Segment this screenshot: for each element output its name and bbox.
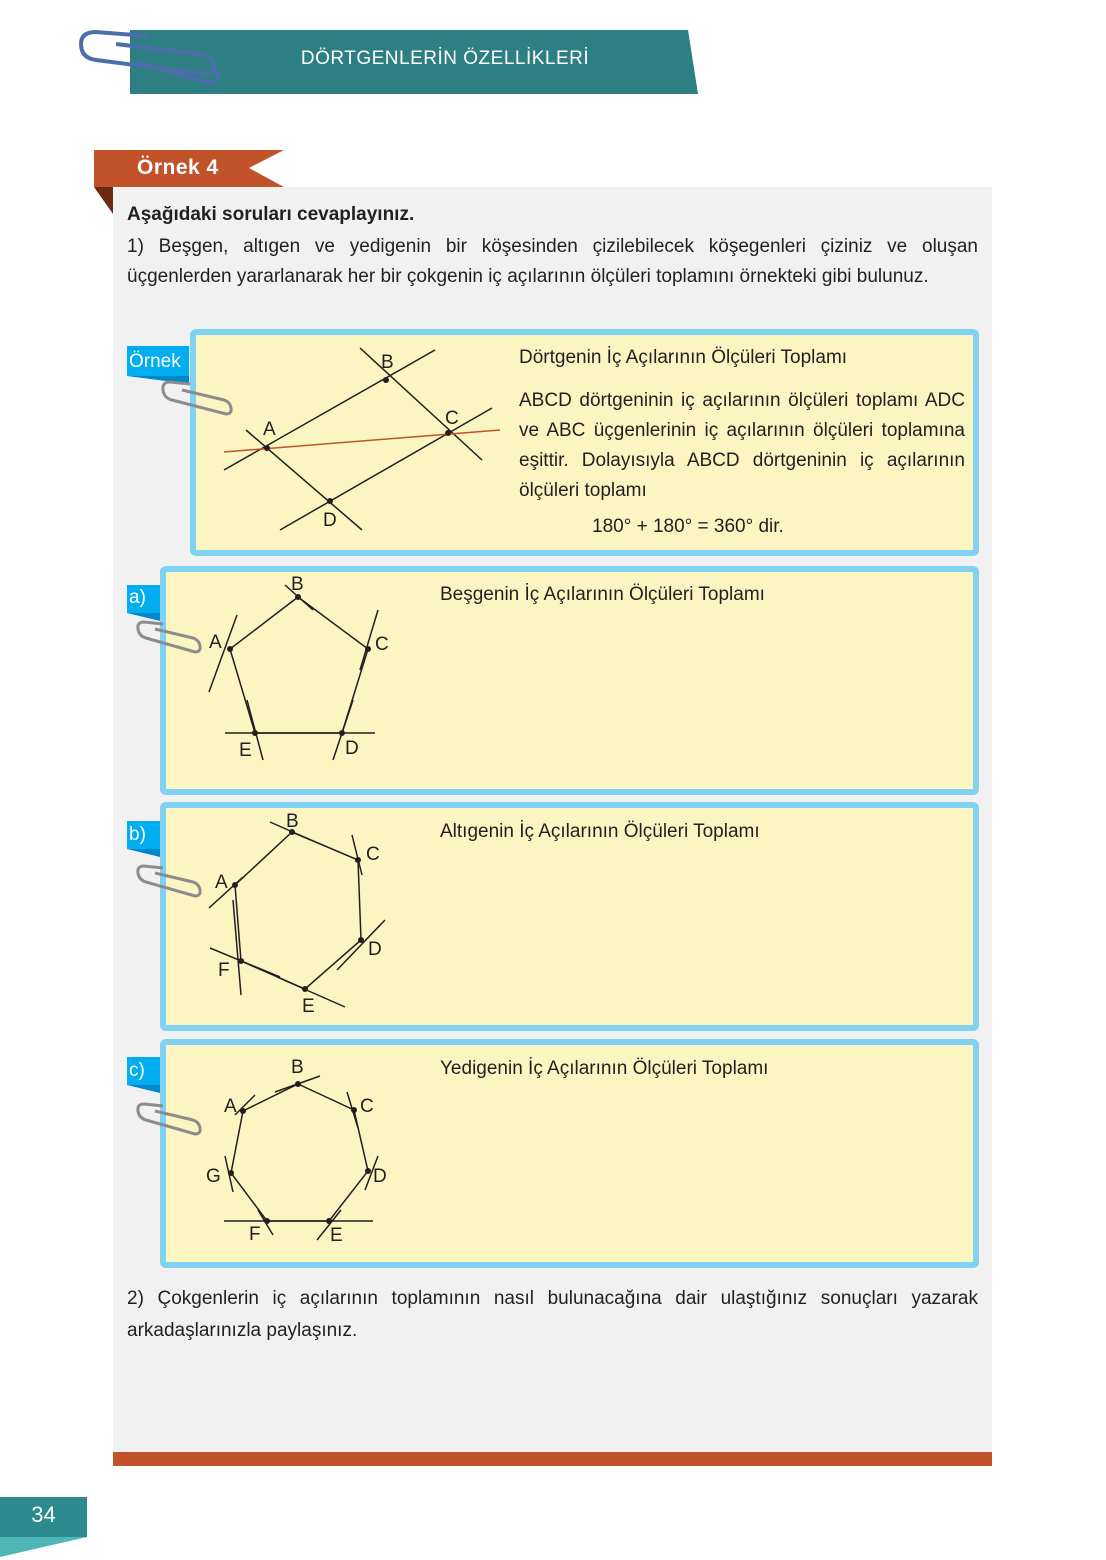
vertex-label: B [291, 1057, 304, 1078]
vertex-label: A [209, 632, 222, 653]
card-b-title: Altıgenin İç Açılarının Ölçüleri Toplamı [440, 821, 760, 842]
card-b-tab-label: b) [129, 824, 146, 845]
vertex-label: C [445, 408, 459, 429]
example-title: Örnek 4 [137, 156, 219, 179]
vertex-label: A [263, 419, 276, 440]
sample-card-title: Dörtgenin İç Açılarının Ölçüleri Toplamı [519, 347, 848, 368]
vertex-label: D [368, 939, 382, 960]
question-1: 1) Beşgen, altıgen ve yedigenin bir köşesinden çizilebilecek köşegenleri çiziniz ve oluşan üçgenlerden yararlanarak her bir çokgenin iç açılarının ölçüleri toplamını örnekteki gibi bulunuz. [127, 236, 978, 287]
vertex-label: D [345, 738, 359, 759]
page-number-tail [0, 1537, 90, 1560]
vertex-label: A [224, 1096, 237, 1117]
sample-result: 180° + 180° = 360° dir. [592, 516, 784, 537]
sample-figure [200, 340, 510, 540]
bottom-bar [113, 1452, 992, 1466]
paperclip-icon [76, 24, 221, 96]
vertex-label: E [302, 996, 315, 1017]
heptagon-figure [195, 1040, 405, 1250]
vertex-label: C [366, 844, 380, 865]
vertex-label: E [330, 1225, 343, 1246]
vertex-label: G [206, 1166, 221, 1187]
pentagon-figure [195, 570, 405, 770]
vertex-label: D [323, 510, 337, 531]
vertex-label: A [215, 872, 228, 893]
vertex-label: E [239, 740, 252, 761]
hexagon-figure [195, 805, 405, 1020]
page-number: 34 [0, 1497, 87, 1537]
card-c-title: Yedigenin İç Açılarının Ölçüleri Toplamı [440, 1058, 769, 1079]
vertex-label: F [249, 1224, 261, 1245]
header-title: DÖRTGENLERİN ÖZELLİKLERİ [300, 48, 590, 69]
card-a-tab-label: a) [129, 587, 146, 608]
card-a-title: Beşgenin İç Açılarının Ölçüleri Toplamı [440, 584, 765, 605]
vertex-label: C [375, 634, 389, 655]
vertex-label: D [373, 1166, 387, 1187]
sample-body-text: ABCD dörtgeninin iç açılarının ölçüleri toplamı ADC ve ABC üçgenlerinin iç açılarının ölçüleri toplamına eşittir. Dolayısıyla ABCD dörtgeninin iç açılarının ölçüleri toplamı [519, 390, 965, 501]
question-2: 2) Çokgenlerin iç açılarının toplamının nasıl bulunacağına dair ulaştığınız sonuçları yazarak arkadaşlarınızla paylaşınız. [127, 1288, 978, 1341]
vertex-label: B [291, 574, 304, 595]
card-c-tab-label: c) [129, 1060, 145, 1081]
vertex-label: B [286, 811, 299, 832]
question-heading: Aşağıdaki soruları cevaplayınız. [127, 204, 415, 225]
sample-tab-label: Örnek [129, 351, 181, 372]
vertex-label: B [381, 352, 394, 373]
vertex-label: C [360, 1096, 374, 1117]
vertex-label: F [218, 960, 230, 981]
